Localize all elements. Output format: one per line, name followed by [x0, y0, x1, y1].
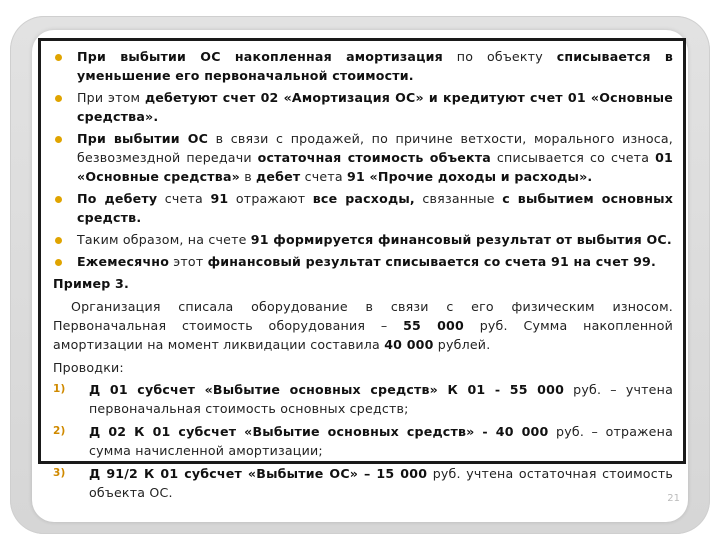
bullet-text	[77, 254, 656, 269]
bold-text-run: 01 «Основные средства»	[77, 150, 673, 184]
bold-text-run: Д 91/2 К 01 субсчет «Выбытие ОС» – 15 000	[89, 466, 428, 481]
text-run: руб. – отражена сумма начисленной амортизации;	[89, 424, 673, 458]
text-run: счета	[300, 169, 347, 184]
text-run: списывается со счета	[491, 150, 656, 165]
bold-text-run: списывается в уменьшение его первоначальной стоимости.	[77, 49, 673, 83]
bullet-dot-icon	[55, 136, 62, 143]
text-run: отражают	[228, 191, 313, 206]
bullet-item	[53, 88, 673, 126]
bullet-item	[53, 252, 673, 271]
entry-item	[53, 422, 673, 460]
bold-text-run: 91	[210, 191, 229, 206]
bullet-dot-icon	[55, 95, 62, 102]
entry-number: 3)	[53, 467, 66, 479]
bold-text-run: остаточная стоимость объекта	[257, 150, 491, 165]
text-run: в связи с продажей, по причине ветхости, морального износа, безвозмездной передачи	[77, 131, 673, 165]
entry-number: 1)	[53, 383, 66, 395]
entry-text	[89, 424, 673, 458]
bullet-item	[53, 189, 673, 227]
bullet-text	[77, 131, 673, 184]
text-run: рублей.	[433, 337, 491, 352]
text-run: этот	[169, 254, 208, 269]
bold-text-run: Д 02 К 01 субсчет «Выбытие основных средств» - 40 000	[89, 424, 549, 439]
bullet-text	[77, 49, 673, 83]
bold-text-run: дебетуют счет 02 «Амортизация ОС» и кредитуют счет 01 «Основные средства».	[77, 90, 673, 124]
text-run: связанные	[414, 191, 503, 206]
entry-text	[89, 382, 673, 416]
bullet-dot-icon	[55, 259, 62, 266]
text-run: Организация списала оборудование в связи с его физическим износом. Первоначальная стоимость оборудования –	[53, 299, 673, 333]
bullet-dot-icon	[55, 54, 62, 61]
entries-list	[53, 380, 673, 502]
entry-text	[89, 466, 673, 500]
text-run: по объекту	[442, 49, 557, 64]
bullet-list	[53, 47, 673, 271]
bold-text-run: Ежемесячно	[77, 254, 170, 269]
text-run: руб. – учтена первоначальная стоимость основных средств;	[89, 382, 673, 416]
bold-text-run: финансовый результат списывается со счета 91 на счет 99.	[207, 254, 656, 269]
bold-text-run: дебет	[256, 169, 301, 184]
text-run: Таким образом, на счете	[77, 232, 251, 247]
bold-text-run: По дебету	[77, 191, 158, 206]
bullet-text	[77, 191, 673, 225]
example-paragraph	[53, 297, 673, 354]
bold-text-run: При выбытии ОС накопленная амортизация	[77, 49, 443, 64]
text-run: При этом	[77, 90, 145, 105]
entry-item	[53, 464, 673, 502]
entries-label: Проводки:	[53, 360, 124, 375]
example-title: Пример 3.	[53, 276, 129, 291]
text-run: руб. Сумма накопленной амортизации на момент ликвидации составила	[53, 318, 673, 352]
bullet-dot-icon	[55, 237, 62, 244]
bullet-item	[53, 47, 673, 85]
bullet-dot-icon	[55, 196, 62, 203]
bold-text-run: Д 01 субсчет «Выбытие основных средств» К 01 - 55 000	[89, 382, 565, 397]
bold-text-run: с выбытием основных средств.	[77, 191, 674, 225]
entry-number: 2)	[53, 425, 66, 437]
bold-text-run: все расходы,	[312, 191, 415, 206]
page-number: 21	[667, 493, 680, 504]
bold-text-run: 91 «Прочие доходы и расходы».	[346, 169, 593, 184]
text-run: счета	[157, 191, 211, 206]
bold-text-run: 55 000	[403, 318, 464, 333]
bullet-text	[77, 232, 672, 247]
text-run: в	[240, 169, 257, 184]
bold-text-run: 40 000	[384, 337, 434, 352]
bullet-text	[77, 90, 673, 124]
bold-text-run: При выбытии ОС	[77, 131, 209, 146]
bullet-item	[53, 230, 673, 249]
entry-item	[53, 380, 673, 418]
bullet-item	[53, 129, 673, 186]
text-run: руб. учтена остаточная стоимость объекта ОС.	[89, 466, 673, 500]
bold-text-run: 91 формируется финансовый результат от выбытия ОС.	[250, 232, 672, 247]
